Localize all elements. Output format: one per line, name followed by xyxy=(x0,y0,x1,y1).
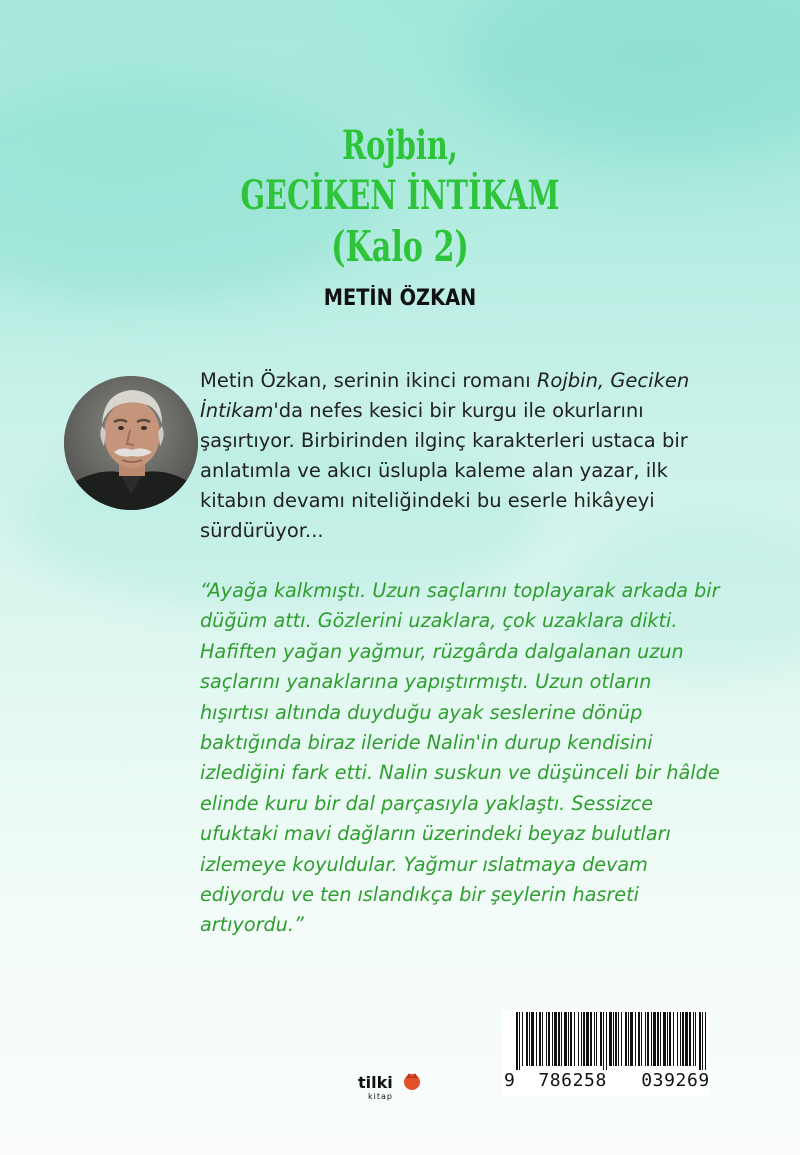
barcode-bar xyxy=(621,1012,622,1066)
barcode-bar xyxy=(699,1012,701,1070)
barcode-bar xyxy=(542,1012,543,1066)
barcode-bar xyxy=(705,1012,706,1070)
barcode-bar xyxy=(689,1012,691,1066)
barcode-bar xyxy=(653,1012,656,1066)
barcode-bar xyxy=(693,1012,694,1066)
barcode-bar xyxy=(645,1012,646,1066)
excerpt-quote: “Ayağa kalkmıştı. Uzun saçlarını toplayarak arkada bir düğüm attı. Gözlerini uzaklara, çok uzaklara dikti. Hafiften yağan yağmur, rüzgârda dalgalanan uzun saçlarını yanaklarına yapıştırmıştı. Uzun otların hışırtısı altında duyduğu ayak seslerine dönüp baktığında biraz ileride Nalin'in durup kendisini izlediğini fark etti. Nalin suskun ve düşünceli bir hâlde elinde kuru bir dal parçasıyla yaklaştı. Sessizce ufuktaki mavi dağların üzerindeki beyaz bulutları izlemeye koyuldular. Yağmur ıslatmaya devam ediyordu ve ten ıslandıkça bir şeylerin hasreti artıyordu.” xyxy=(200,579,720,937)
barcode-bar xyxy=(613,1012,614,1066)
barcode-bar xyxy=(552,1012,553,1066)
barcode-bar xyxy=(669,1012,671,1066)
author-photo xyxy=(64,376,198,510)
barcode-bar xyxy=(660,1012,661,1066)
barcode-bar xyxy=(682,1012,684,1066)
book-title-line-1: Rojbin, xyxy=(342,122,458,169)
barcode-bars xyxy=(502,1010,710,1070)
publisher-logo-bottom: kitap xyxy=(368,1092,393,1101)
barcode-bar xyxy=(685,1012,688,1066)
barcode-bar xyxy=(596,1012,597,1066)
barcode-bar xyxy=(529,1012,530,1066)
barcode-bar xyxy=(680,1012,681,1066)
barcode-bar xyxy=(663,1012,666,1066)
barcode-bar xyxy=(522,1012,523,1066)
barcode-bar xyxy=(641,1012,642,1066)
barcode-bar xyxy=(539,1012,541,1066)
barcode-bar xyxy=(581,1012,582,1066)
barcode-bar xyxy=(519,1012,520,1070)
barcode-bar xyxy=(570,1012,572,1066)
barcode-bar xyxy=(625,1012,627,1066)
intro-text-1: Metin Özkan, serinin ikinci romanı xyxy=(200,369,537,392)
barcode-bar xyxy=(667,1012,668,1066)
barcode-bar xyxy=(548,1012,550,1066)
barcode-bar xyxy=(594,1012,595,1066)
isbn-digits xyxy=(502,1070,712,1091)
isbn-group-2: 039269 xyxy=(641,1070,710,1091)
barcode-bar xyxy=(630,1012,633,1066)
barcode-bar xyxy=(578,1012,579,1066)
book-title-line-3: (Kalo 2) xyxy=(331,222,469,271)
barcode-bar xyxy=(546,1012,547,1066)
intro-paragraph xyxy=(200,366,720,546)
barcode-bar xyxy=(600,1012,602,1066)
barcode-bar xyxy=(590,1012,592,1066)
barcode-bar xyxy=(647,1012,649,1066)
barcode-bar xyxy=(568,1012,569,1066)
barcode-bar xyxy=(615,1012,617,1066)
barcode-bar xyxy=(702,1012,703,1070)
barcode-bar xyxy=(526,1012,528,1066)
publisher-logo xyxy=(356,1070,422,1102)
barcode-bar xyxy=(628,1012,629,1066)
barcode-bar xyxy=(618,1012,619,1066)
author-name: METİN ÖZKAN xyxy=(323,286,477,311)
intro-text-2: 'da nefes kesici bir kurgu ile okurlarını şaşırtıyor. Birbirinden ilginç karakterleri ustaca bir anlatımla ve akıcı üslupla kaleme alan yazar, ilk kitabın devamı niteliğindeki bu eserle hikâyeyi sürdürüyor... xyxy=(200,399,688,542)
barcode-bar xyxy=(638,1012,640,1066)
barcode-bar xyxy=(558,1012,560,1066)
barcode-bar xyxy=(516,1012,518,1070)
book-title-line-2: GECİKEN İNTİKAM xyxy=(240,172,560,219)
publisher-logo-top: tilki xyxy=(358,1073,393,1092)
barcode-bar xyxy=(564,1012,567,1066)
barcode-bar xyxy=(603,1012,604,1070)
isbn-first-digit: 9 xyxy=(504,1070,516,1091)
barcode-bar xyxy=(635,1012,636,1066)
barcode-bar xyxy=(586,1012,589,1066)
barcode-bar xyxy=(651,1012,652,1066)
barcode-bar xyxy=(531,1012,534,1066)
barcode-bar xyxy=(673,1012,674,1066)
barcode-bar xyxy=(561,1012,562,1066)
barcode-bar xyxy=(695,1012,696,1066)
barcode-bar xyxy=(536,1012,537,1066)
isbn-group-1: 786258 xyxy=(538,1070,607,1091)
barcode-bar xyxy=(574,1012,575,1066)
barcode-bar xyxy=(583,1012,585,1066)
barcode-bar xyxy=(554,1012,557,1066)
publisher-logo-graphic xyxy=(356,1070,422,1102)
barcode-bar xyxy=(677,1012,678,1066)
isbn-barcode xyxy=(502,1010,710,1096)
intro-book-name: Rojbin, Geciken İntikam xyxy=(200,369,690,422)
barcode-bar xyxy=(657,1012,659,1066)
fox-icon xyxy=(404,1074,420,1090)
barcode-bar xyxy=(606,1012,607,1070)
barcode-bar xyxy=(609,1012,612,1066)
